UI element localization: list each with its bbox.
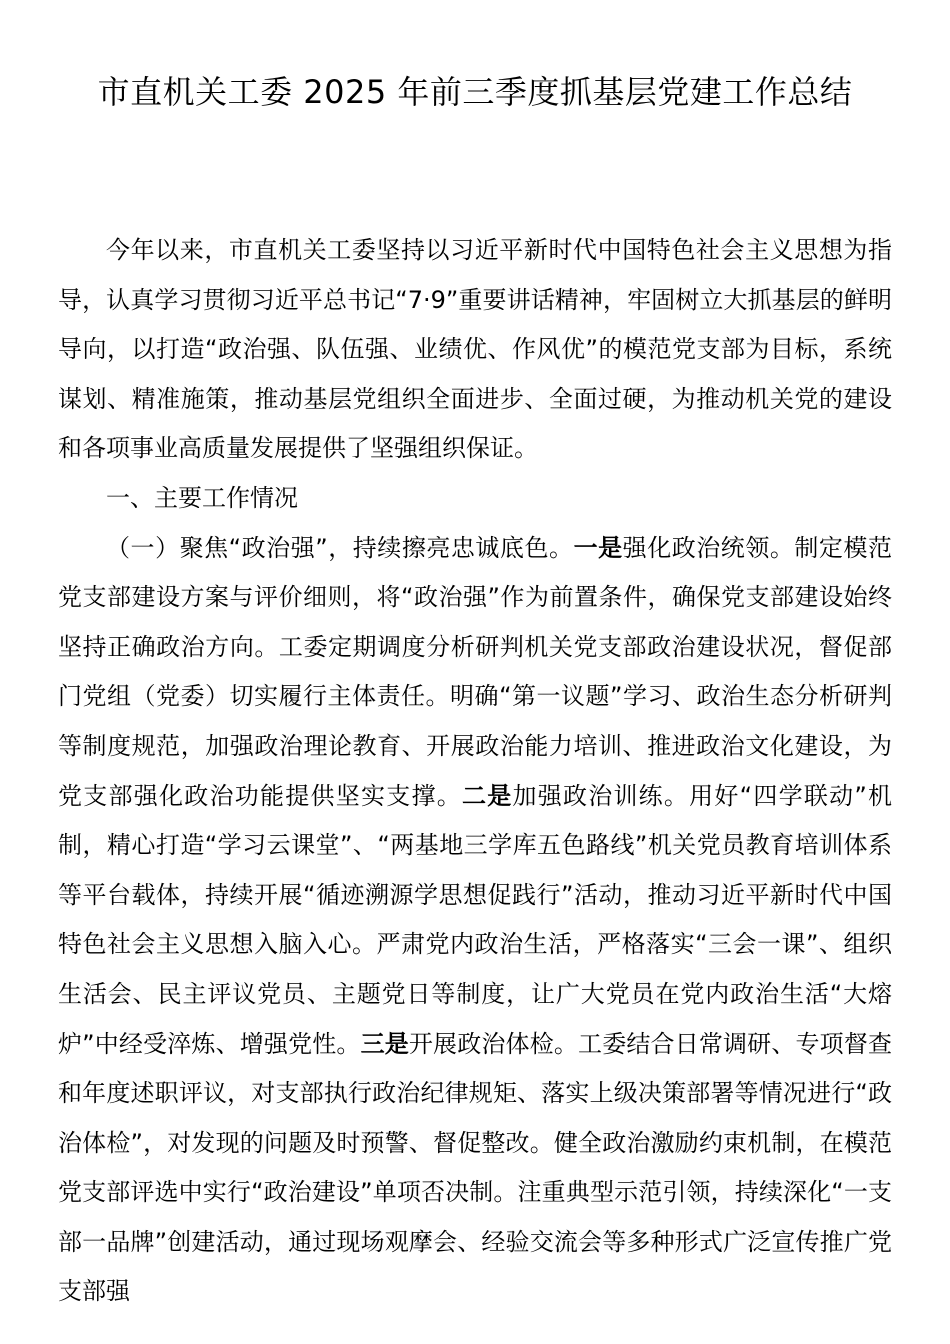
- document-title: 市直机关工委 2025 年前三季度抓基层党建工作总结: [97, 73, 853, 111]
- section-heading: 一、主要工作情况: [106, 483, 298, 512]
- subsection-heading: （一）聚焦“政治强”，持续擦亮忠诚底色。: [106, 533, 574, 562]
- body-text-1: 强化政治统领。制定模范党支部建设方案与评价细则，将“政治强”作为前置条件，确保党支部建设始终坚持正确政治方向。工委定期调度分析研判机关党支部政治建设状况，督促部门党组（党委）切实履行主体责任。明确“第一议题”学习、政治生态分析研判等制度规范，加强政治理论教育、开展政治能力培训、推进政治文化建设，为党支部强化政治功能提供坚实支撑。: [58, 533, 893, 810]
- section-paragraph: [58, 524, 892, 1318]
- document-body: [58, 226, 892, 1317]
- body-text-2: 加强政治训练。用好“四学联动”机制，精心打造“学习云课堂”、“两基地三学库五色路线”机关党员教育培训体系等平台载体，持续开展“循迹溯源学思想促践行”活动，推动习近平新时代中国特色社会主义思想入脑入心。严肃党内政治生活，严格落实“三会一课”、组织生活会、民主评议党员、主题党日等制度，让广大党员在党内政治生活“大熔炉”中经受淬炼、增强党性。: [58, 781, 893, 1058]
- bold-marker-2: 二是: [461, 781, 513, 810]
- bold-marker-3: 三是: [360, 1029, 409, 1058]
- intro-paragraph: 今年以来，市直机关工委坚持以习近平新时代中国特色社会主义思想为指导，认真学习贯彻习近平总书记“7·9”重要讲话精神，牢固树立大抓基层的鲜明导向，以打造“政治强、队伍强、业绩优、作风优”的模范党支部为目标，系统谋划、精准施策，推动基层党组织全面进步、全面过硬，为推动机关党的建设和各项事业高质量发展提供了坚强组织保证。: [58, 236, 892, 463]
- body-text-3: 开展政治体检。工委结合日常调研、专项督查和年度述职评议，对支部执行政治纪律规矩、落实上级决策部署等情况进行“政治体检”，对发现的问题及时预警、督促整改。健全政治激励约束机制，在模范党支部评选中实行“政治建设”单项否决制。注重典型示范引领，持续深化“一支部一品牌”创建活动，通过现场观摩会、经验交流会等多种形式广泛宣传推广党支部强: [58, 1029, 892, 1306]
- bold-marker-1: 一是: [573, 533, 623, 562]
